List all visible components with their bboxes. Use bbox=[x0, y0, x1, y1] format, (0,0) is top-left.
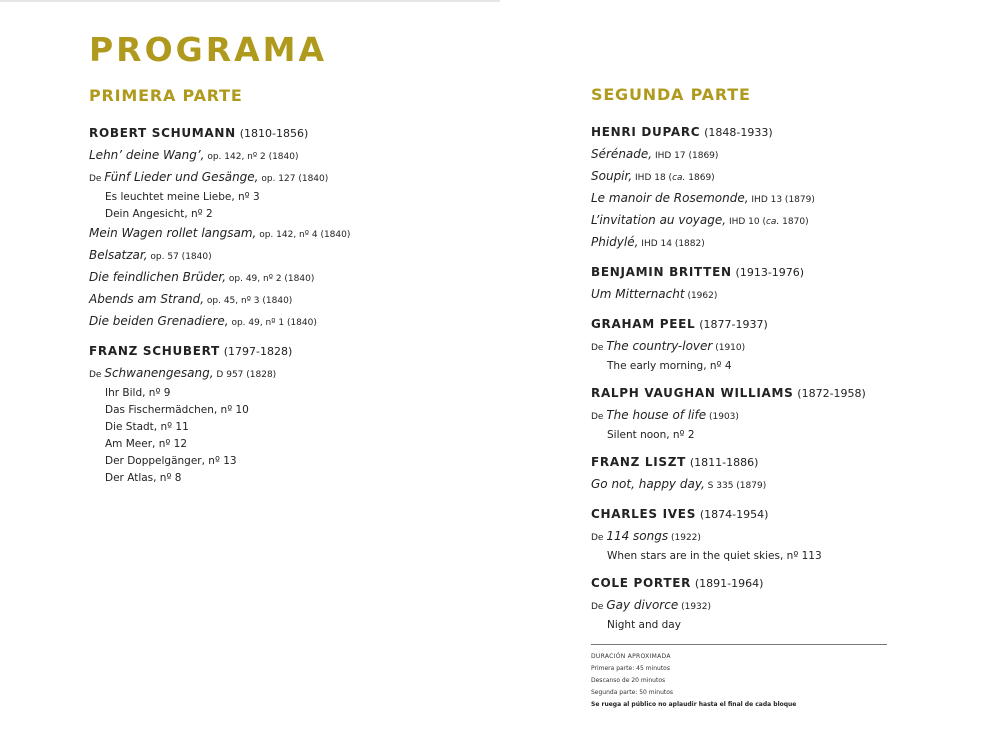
song-item: Am Meer, nº 12 bbox=[105, 438, 188, 450]
work-item bbox=[591, 210, 921, 232]
work-item bbox=[89, 363, 489, 385]
work-year: 1870) bbox=[779, 217, 809, 227]
song-item: Der Atlas, nº 8 bbox=[105, 472, 182, 484]
composer-heading bbox=[591, 575, 921, 592]
composer-block bbox=[89, 125, 489, 333]
work-item bbox=[89, 145, 489, 167]
work-circa: ca. bbox=[672, 173, 686, 183]
work-title: Die feindlichen Brüder, bbox=[89, 270, 227, 284]
work-catalog: IHD 13 (1879) bbox=[748, 195, 815, 205]
work-catalog: op. 45, nº 3 (1840) bbox=[204, 296, 293, 306]
top-divider bbox=[0, 0, 500, 2]
composer-years: (1811-1886) bbox=[689, 456, 759, 469]
work-catalog: IHD 10 ( bbox=[726, 217, 766, 227]
work-title: Phidylé, bbox=[591, 235, 639, 249]
work-item bbox=[591, 595, 921, 617]
composer-name: BENJAMIN BRITTEN bbox=[591, 265, 732, 279]
duration-line: Primera parte: 45 minutos bbox=[591, 665, 670, 672]
composer-block bbox=[591, 575, 921, 634]
work-item bbox=[591, 188, 921, 210]
composer-block bbox=[591, 454, 921, 496]
composer-years: (1810-1856) bbox=[239, 127, 309, 140]
composer-block bbox=[591, 385, 921, 444]
page-title: PROGRAMA bbox=[89, 30, 328, 69]
part-title: PRIMERA PARTE bbox=[89, 86, 243, 105]
work-item bbox=[591, 232, 921, 254]
work-catalog: IHD 14 (1882) bbox=[638, 239, 705, 249]
song-item: Es leuchtet meine Liebe, nº 3 bbox=[105, 191, 260, 203]
notes-divider bbox=[591, 644, 887, 645]
work-item bbox=[591, 405, 921, 427]
work-item bbox=[89, 223, 489, 245]
composer-years: (1891-1964) bbox=[694, 577, 764, 590]
composer-block bbox=[591, 124, 921, 254]
work-title: Mein Wagen rollet langsam, bbox=[89, 226, 257, 240]
composer-block bbox=[89, 343, 489, 487]
composer-name: COLE PORTER bbox=[591, 576, 692, 590]
duration-heading: DURACIÓN APROXIMADA bbox=[591, 653, 671, 660]
work-catalog: IHD 18 ( bbox=[632, 173, 673, 183]
work-title: L’invitation au voyage, bbox=[591, 213, 727, 227]
work-item bbox=[591, 166, 921, 188]
song-item: When stars are in the quiet skies, nº 113 bbox=[607, 550, 822, 562]
work-year: 1869) bbox=[685, 173, 715, 183]
work-item bbox=[89, 311, 489, 333]
primera-parte-column bbox=[89, 86, 489, 497]
song-item: Silent noon, nº 2 bbox=[607, 429, 695, 441]
work-catalog: S 335 (1879) bbox=[704, 481, 767, 491]
work-item bbox=[591, 336, 921, 358]
composer-list bbox=[591, 124, 921, 634]
work-title: Go not, happy day, bbox=[591, 477, 705, 491]
composer-years: (1877-1937) bbox=[699, 318, 768, 331]
work-catalog: (1962) bbox=[684, 291, 718, 301]
duration-line: Descanso de 20 minutos bbox=[591, 677, 666, 684]
composer-years: (1874-1954) bbox=[699, 508, 769, 521]
work-catalog: op. 142, nº 4 (1840) bbox=[256, 230, 351, 240]
work-item bbox=[89, 289, 489, 311]
composer-name: FRANZ SCHUBERT bbox=[89, 344, 220, 358]
composer-heading bbox=[591, 454, 921, 471]
work-item bbox=[591, 526, 921, 548]
work-prefix: De bbox=[591, 412, 607, 422]
composer-name: GRAHAM PEEL bbox=[591, 317, 696, 331]
work-item bbox=[89, 167, 489, 189]
work-prefix: De bbox=[89, 174, 105, 184]
composer-heading bbox=[89, 125, 489, 142]
song-item: Der Doppelgänger, nº 13 bbox=[105, 455, 237, 467]
work-title: Sérénade, bbox=[591, 147, 653, 161]
work-catalog: (1922) bbox=[668, 533, 701, 543]
work-title: The country-lover bbox=[606, 339, 713, 353]
work-title: Soupir, bbox=[591, 169, 633, 183]
work-title: Lehn’ deine Wang’, bbox=[89, 148, 205, 162]
work-prefix: De bbox=[591, 343, 607, 353]
composer-name: CHARLES IVES bbox=[591, 507, 697, 521]
composer-block bbox=[591, 264, 921, 306]
composer-heading bbox=[89, 343, 489, 360]
song-item: Ihr Bild, nº 9 bbox=[105, 387, 171, 399]
work-title: Schwanengesang, bbox=[104, 366, 214, 380]
work-title: Die beiden Grenadiere, bbox=[89, 314, 229, 328]
work-item bbox=[89, 245, 489, 267]
work-title: Abends am Strand, bbox=[89, 292, 205, 306]
segunda-parte-column bbox=[591, 85, 921, 711]
song-item: The early morning, nº 4 bbox=[607, 360, 732, 372]
work-prefix: De bbox=[89, 370, 105, 380]
work-catalog: op. 57 (1840) bbox=[147, 252, 212, 262]
work-catalog: (1903) bbox=[706, 412, 739, 422]
work-title: 114 songs bbox=[606, 529, 669, 543]
composer-heading bbox=[591, 506, 921, 523]
work-item bbox=[591, 474, 921, 496]
work-title: Um Mitternacht bbox=[591, 287, 685, 301]
composer-block bbox=[591, 316, 921, 375]
work-title: Gay divorce bbox=[606, 598, 679, 612]
duration-line: Segunda parte: 50 minutos bbox=[591, 689, 674, 696]
composer-years: (1797-1828) bbox=[223, 345, 293, 358]
applause-request: Se ruega al público no aplaudir hasta el final de cada bloque bbox=[591, 701, 797, 708]
composer-heading bbox=[591, 264, 921, 281]
composer-name: HENRI DUPARC bbox=[591, 125, 701, 139]
work-catalog: op. 142, nº 2 (1840) bbox=[204, 152, 299, 162]
work-title: The house of life bbox=[606, 408, 707, 422]
work-title: Fünf Lieder und Gesänge, bbox=[104, 170, 259, 184]
composer-name: FRANZ LISZT bbox=[591, 455, 686, 469]
song-item: Die Stadt, nº 11 bbox=[105, 421, 189, 433]
song-item: Night and day bbox=[607, 619, 681, 631]
work-catalog: (1932) bbox=[678, 602, 712, 612]
work-catalog: op. 127 (1840) bbox=[258, 174, 329, 184]
song-item: Das Fischermädchen, nº 10 bbox=[105, 404, 249, 416]
composer-years: (1872-1958) bbox=[797, 387, 866, 400]
composer-heading bbox=[591, 124, 921, 141]
part-title: SEGUNDA PARTE bbox=[591, 85, 751, 104]
composer-block bbox=[591, 506, 921, 565]
work-title: Belsatzar, bbox=[89, 248, 148, 262]
composer-name: RALPH VAUGHAN WILLIAMS bbox=[591, 386, 794, 400]
work-item bbox=[591, 144, 921, 166]
work-title: Le manoir de Rosemonde, bbox=[591, 191, 749, 205]
work-circa: ca. bbox=[765, 217, 780, 227]
work-catalog: op. 49, nº 2 (1840) bbox=[226, 274, 315, 284]
work-prefix: De bbox=[591, 533, 607, 543]
work-catalog: D 957 (1828) bbox=[213, 370, 277, 380]
work-item bbox=[591, 284, 921, 306]
composer-heading bbox=[591, 385, 921, 402]
work-catalog: op. 49, nº 1 (1840) bbox=[228, 318, 317, 328]
composer-years: (1848-1933) bbox=[704, 126, 773, 139]
composer-heading bbox=[591, 316, 921, 333]
composer-list bbox=[89, 125, 489, 487]
work-catalog: (1910) bbox=[712, 343, 746, 353]
composer-years: (1913-1976) bbox=[735, 266, 805, 279]
duration-notes bbox=[591, 651, 921, 711]
composer-name: ROBERT SCHUMANN bbox=[89, 126, 236, 140]
work-item bbox=[89, 267, 489, 289]
work-catalog: IHD 17 (1869) bbox=[652, 151, 719, 161]
work-prefix: De bbox=[591, 602, 607, 612]
song-item: Dein Angesicht, nº 2 bbox=[105, 208, 213, 220]
